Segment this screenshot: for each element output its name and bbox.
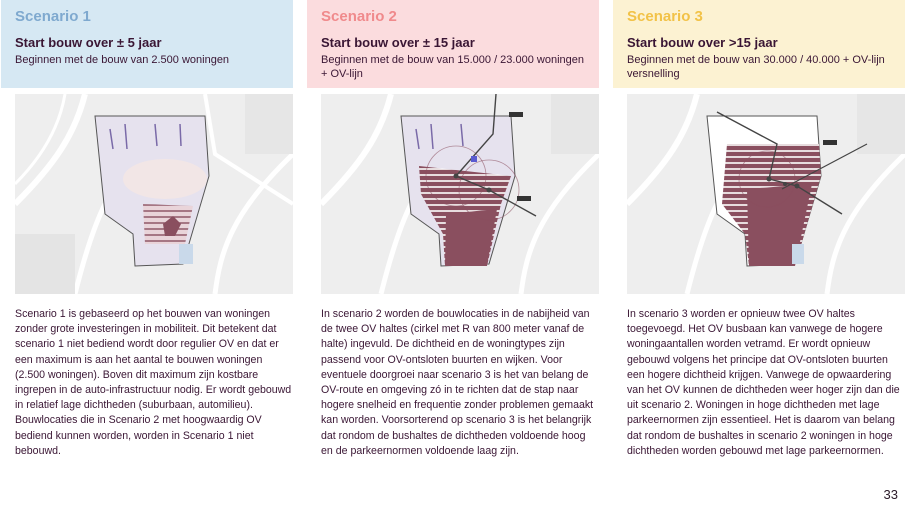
- scenario-3-body-text: In scenario 3 worden er opnieuw twee OV haltes toegevoegd. Het OV busbaan kan vanwege de hogere woningaantallen worden vetramd. Er wordt opnieuw gebouwd volgens het principe dat OV-ontsloten buurten een hogere dichtheid krijgen. Vanwege de opwaardering van het OV kunnen de dichtheden weer hoger zijn dan die uit scenario 2. Woningen in hoge dichtheden met lage parkeernormen zijn essentieel. Het is daarom van belang dat rondom de bushaltes in scenario 2 woningen in hoge dichtheden worden gebouwd met lage parkeernormen.: [627, 308, 900, 457]
- scenario-1-description: Beginnen met de bouw van 2.500 woningen: [15, 54, 230, 66]
- scenario-3-title: Scenario 3: [627, 8, 703, 25]
- scenario-3-description: Beginnen met de bouw van 30.000 / 40.000 + OV-lijn versnelling: [627, 54, 885, 80]
- scenario-2-body-text: In scenario 2 worden de bouwlocaties in de nabijheid van de twee OV haltes (cirkel met R van 800 meter vanaf de halte) ingevuld. De dichtheid en de woningtypes zijn passend voor OV-ontsloten buurten en wijken. Voor eventuele doorgroei naar scenario 3 is het van belang de OV-route en omgeving zó in te richten dat de stap naar hogere snelheid en frequentie zonder problemen gemaakt kan worden. Voorsorterend op scenario 3 is het belangrijk dat rondom de bushaltes de dichtheden voldoende hoog en de parkeernormen voldoende laag zijn.: [321, 308, 594, 457]
- scenario-2-map: [321, 94, 599, 294]
- scenario-2-column: [307, 0, 599, 457]
- scenario-1-title: Scenario 1: [15, 8, 91, 25]
- scenario-2-title: Scenario 2: [321, 8, 397, 25]
- scenario-3-header: [613, 0, 905, 88]
- scenario-1-body-text: Scenario 1 is gebaseerd op het bouwen van woningen zonder grote investeringen in mobiliteit. Dit betekent dat scenario 1 niet bediend wordt door regulier OV en dat er een maximum is aan het aantal te bouwen woningen (2.500 woningen). Boven dit maximum zijn kostbare ingrepen in de auto-infrastructuur nodig. Er wordt gebouwd in relatief lage dichtheden (suburbaan, automilieu). Bouwlocaties die in Scenario 2 met hoogwaardig OV bediend kunnen worden, worden in Scenario 1 niet bebouwd.: [15, 308, 292, 457]
- open-area: [123, 159, 207, 199]
- scenario-2-description: Beginnen met de bouw van 15.000 / 23.000 woningen + OV-lijn: [321, 54, 584, 80]
- scenario-3-map: [627, 94, 905, 294]
- scenario-3-column: [613, 0, 905, 457]
- scenario-1-column: [1, 0, 293, 457]
- scenario-3-subtitle: Start bouw over >15 jaar: [627, 35, 778, 50]
- scenario-1-map: [15, 94, 293, 294]
- scenario-2-header: [307, 0, 599, 88]
- ov-stop: [767, 177, 772, 182]
- page-number: 33: [883, 487, 898, 502]
- ov-stop: [454, 174, 459, 179]
- scenario-1-header: [1, 0, 293, 88]
- scenario-2-subtitle: Start bouw over ± 15 jaar: [321, 35, 475, 50]
- scenario-1-subtitle: Start bouw over ± 5 jaar: [15, 35, 162, 50]
